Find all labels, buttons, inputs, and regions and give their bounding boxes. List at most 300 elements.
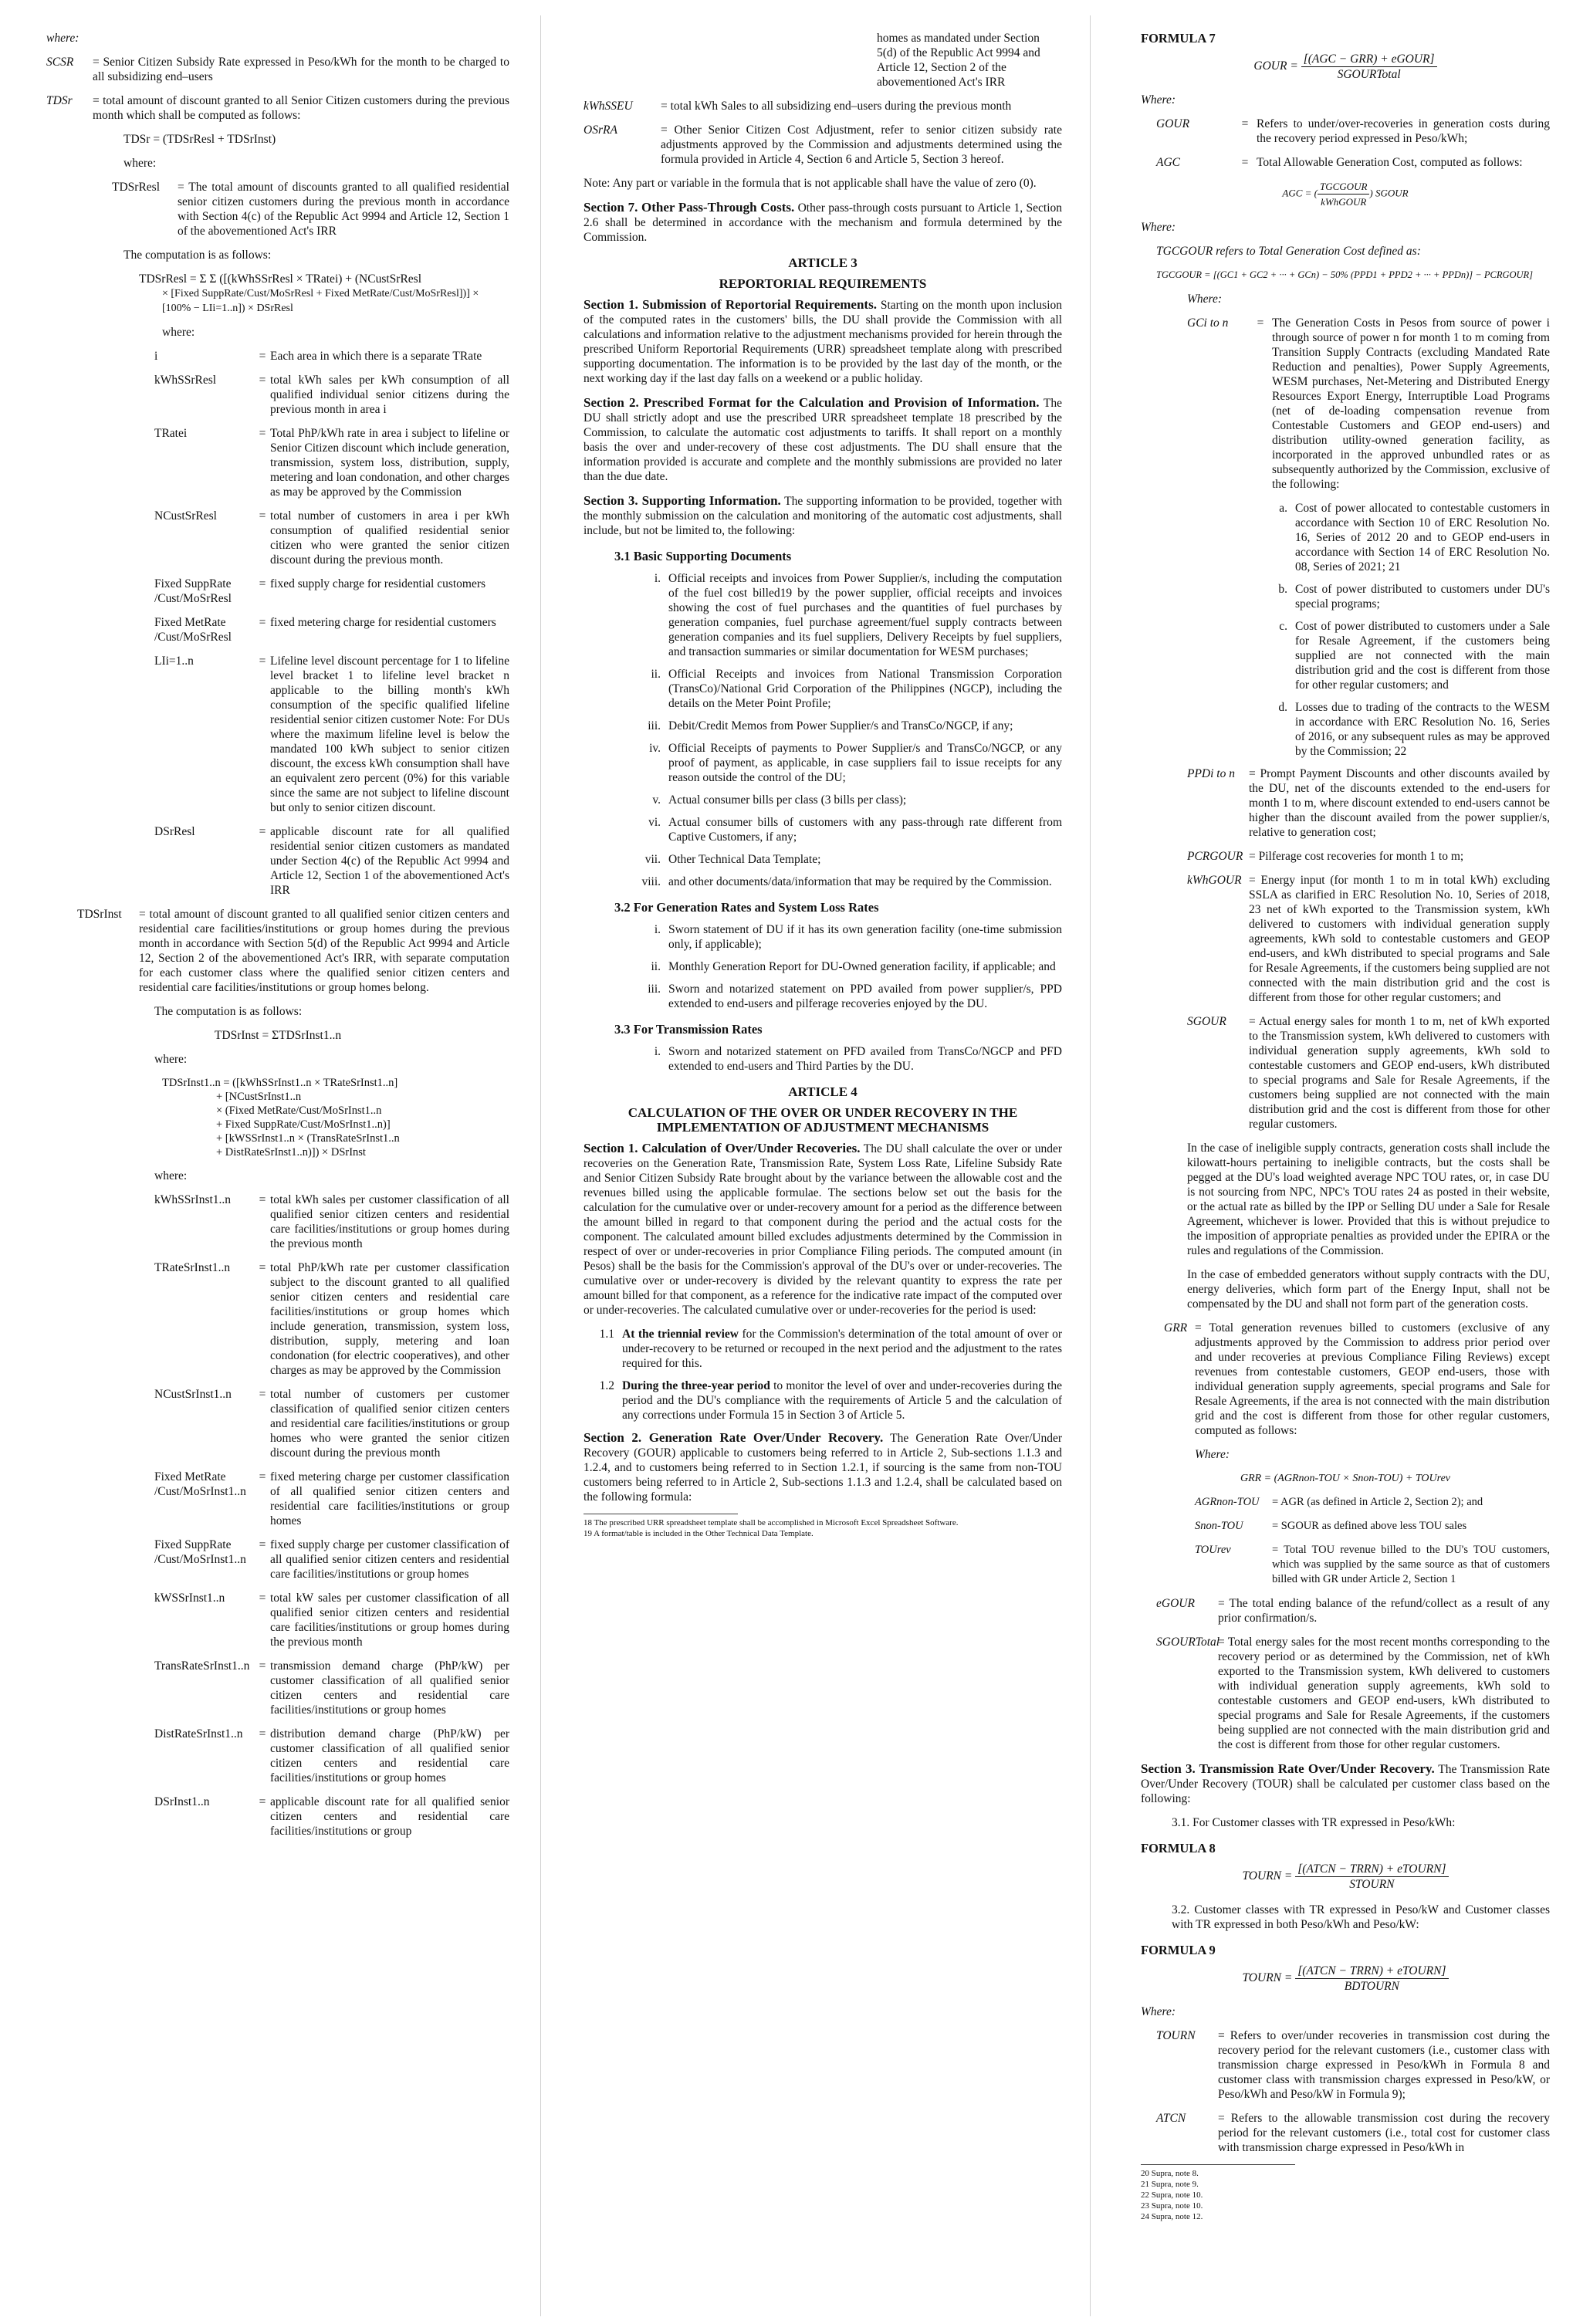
list-item [584, 1327, 1062, 1371]
definition-text: = total amount of discount granted to all Senior Citizen customers during the previous month which shall be computed as follows: [93, 94, 509, 122]
list-marker: d. [1278, 701, 1287, 714]
term: TOUrev [1195, 1544, 1231, 1556]
footnote-20: 20 Supra, note 8. [1141, 2169, 1199, 2178]
equals: = [259, 1538, 266, 1551]
term: TransRateSrInst1..n [154, 1659, 250, 1673]
list-item-body: Official Receipts of payments to Power Supplier/s and TransCo/NGCP, or any proof of payment, as applicable, in case suppliers fail to issue receipts for any reason outside the control of the DU; [668, 742, 1062, 784]
list-marker: vii. [644, 853, 661, 866]
definition-egour [1156, 1596, 1550, 1625]
formula-8 [1141, 1862, 1550, 1892]
list-item [1257, 582, 1550, 611]
term: NCustSrResl [154, 509, 217, 523]
list-item-body: Sworn statement of DU if it has its own generation facility (one-time submission only, if applicable); [668, 923, 1062, 951]
definition-item [154, 1795, 509, 1839]
numerator: TGCGOUR [1318, 179, 1369, 195]
list-marker: iii. [648, 719, 661, 732]
definition-item [154, 1387, 509, 1460]
definition-text: fixed metering charge per customer classification of all qualified senior citizen centers and residential care facilities/institutions or group homes [270, 1470, 509, 1527]
definition-text: total number of customers in area i per kWh consumption of qualified residential senior citizen who were granted the senior citizen discount during the previous month. [270, 509, 509, 567]
definition-text: = Total energy sales for the most recent months corresponding to the recovery period or as determined by the Commission, net of kWh exported to the Transmission system, kWh delivered to customers with individual generation supply agreements, kWh sold to contestable customers and GEOP end-users, kWh distributed to special programs and Sale for Resale Agreements, if the customers being supplied are not connected with the main distribution grid and the cost is different from those for other regular customers. [1218, 1636, 1550, 1751]
where-label: Where: [1187, 293, 1223, 306]
list-item-body: and other documents/data/information that may be required by the Commission. [668, 875, 1052, 888]
definition-gc [1187, 316, 1550, 492]
definition-text: Total PhP/kWh rate in area i subject to lifeline or Senior Citizen discount which include generation, transmission, system loss, distribution, supply, metering and loan condonation, and other charges as may be approved by the Commission [270, 427, 509, 499]
formula-line: + [NCustSrInst1..n [216, 1091, 302, 1103]
definition-text: total PhP/kWh rate per customer classification subject to the discount granted to all qualified senior citizen centers and residential care facilities/institutions or group homes which include generation, transmission, system loss, distribution, supply, metering and loan condonation (for electric cooperatives), and other charges as may be approved by the Commission [270, 1261, 509, 1377]
list-item-text [668, 741, 1062, 785]
list-item-text [668, 1044, 1062, 1074]
generation-documents-list [630, 922, 1062, 1011]
definition-text: The Generation Costs in Pesos from source of power i through source of power n for month 1 to m coming from Transition Supply Contracts (excluding Mandated Rate Reduction and penalties), Power Supply Agreements, WESM purchases, Net-Metering and Distributed Energy Resources Export Energy, Interruptible Load Programs (net of de-loading compensation revenue from Contestable Customers and GEOP end-users) and distribution utility-owned generation facility, as incorporated in the approved unbundled rates or as subsequently authorized by the Commission, exclusive of the following: [1272, 316, 1550, 491]
list-marker: vi. [648, 816, 661, 829]
definition-text: = Pilferage cost recoveries for month 1 to m; [1249, 850, 1464, 863]
term: GRR [1164, 1321, 1188, 1335]
list-item-body: Sworn and notarized statement on PPD availed from power supplier/s, PPD extended to end-users and pilferage recoveries enjoyed by the DU. [668, 983, 1062, 1010]
section-7 [584, 200, 1062, 245]
formula-heading: FORMULA 8 [1141, 1841, 1216, 1855]
column-divider [1090, 15, 1091, 2316]
term: SCSR [46, 56, 74, 69]
list-item [1257, 700, 1550, 759]
list-item-body: for the Commission's determination of the total amount of over or under-recovery to be returned or recouped in the next period and the adjustment to the rates required for this. [622, 1328, 1062, 1370]
definition-text: = Energy input (for month 1 to m in total kWh) excluding SSLA as clarified in ERC Resolution No. 10, Series of 2018, 23 net of kWh exported to the Transmission system, kWh delivered to customers with individual generation supply agreements, kWh sold to contestable customers and GEOP end-users, and kWh distributed to special programs and Sale for Resale Agreements, if the customers being supplied are not connected with the main distribution grid and the cost is different from those for other regular customers; and [1249, 874, 1550, 1004]
list-item-body: Debit/Credit Memos from Power Supplier/s and TransCo/NGCP, if any; [668, 719, 1013, 732]
definition-text: total kW sales per customer classification of all qualified senior citizen centers and residential care facilities/institutions or group homes during the previous month [270, 1592, 509, 1649]
computation-label: The computation is as follows: [123, 249, 272, 262]
usage-list [584, 1327, 1062, 1422]
definition-item [154, 1727, 509, 1785]
definition-item [154, 349, 509, 364]
definition-snon [1195, 1519, 1550, 1534]
term: eGOUR [1156, 1597, 1195, 1610]
denominator: STOURN [1349, 1878, 1395, 1891]
footnote-22: 22 Supra, note 10. [1141, 2190, 1203, 2200]
definition-text: applicable discount rate for all qualified residential senior citizen customers as mandated under Section 4(c) of the Republic Act 9994 and Article 12, Section 1 of the abovementioned Act's IRR [270, 825, 509, 897]
definition-ppd [1187, 766, 1550, 840]
equals: = [1241, 117, 1249, 130]
definition-grr [1164, 1321, 1550, 1438]
column-right [1141, 31, 1550, 2315]
equals: = [259, 350, 266, 363]
section-body: The DU shall calculate the over or under recoveries on the Generation Rate, Transmission Rate, System Loss Rate, Lifeline Subsidy Rate and Senior Citizen Subsidy Rate brought about by the variance between the allowable cost and the revenues billed using the applicable formulae. The sections below set out the basis for the calculation for the cumulative over or under-recovery amount for a period as the difference between the amount billed in regard to that component during the period and the actual costs for the component. The calculated amount billed excludes adjustments determined by the Commission in respect of over or under-recoveries in prior Compliance Filing periods. The computed amount (in Pesos) shall be the basis for the Commission's approval of the DU's over or under-recoveries. The cumulative over or under-recovery is divided by the relevant quantity to express the rate per amount billed for that component, as a reference for the indicative rate impact of the computed over or under-recoveries. The calculated cumulative over or under-recoveries for the period is used: [584, 1142, 1062, 1317]
section-title: Section 2. Generation Rate Over/Under Recovery. [584, 1430, 884, 1445]
numerator: [(ATCN − TRRN) + eTOURN] [1295, 1862, 1448, 1877]
subsection-heading: 3.2 For Generation Rates and System Loss Rates [614, 900, 879, 915]
list-item [630, 741, 1062, 785]
term: AGRnon-TOU [1195, 1496, 1260, 1508]
equals: = [259, 577, 266, 590]
equals: = [259, 1388, 266, 1401]
fraction [1295, 1964, 1448, 1994]
footnote-rule [1141, 2164, 1295, 2165]
definition-item [154, 1537, 509, 1581]
definition-text: fixed supply charge per customer classification of all qualified senior citizen centers and residential care facilities/institutions or group homes [270, 1538, 509, 1581]
definition-text: Each area in which there is a separate TRate [270, 350, 482, 363]
formula-tgc: TGCGOUR = [(GC1 + GC2 + ··· + GCn) − 50% (PPD1 + PPD2 + ··· + PPDn)] − PCRGOUR] [1156, 269, 1534, 280]
definition-text: Total Allowable Generation Cost, computed as follows: [1257, 156, 1523, 169]
definition-text: transmission demand charge (PhP/kW) per customer classification of all qualified senior citizen centers and residential care facilities/institutions or group homes [270, 1659, 509, 1717]
footnote-24: 24 Supra, note 12. [1141, 2212, 1203, 2221]
term: Fixed SuppRate /Cust/MoSrInst1..n [154, 1538, 246, 1566]
where-label: where: [154, 1053, 188, 1066]
equals: = [259, 1659, 266, 1673]
definition-item [154, 1260, 509, 1378]
list-item [630, 793, 1062, 807]
subsection-3-2: 3.2. Customer classes with TR expressed in Peso/kW and Customer classes with TR expressed in both Peso/kWh and Peso/kW: [1172, 1903, 1550, 1931]
definition-osrra [584, 123, 1062, 167]
list-marker: i. [654, 1045, 661, 1058]
term: ATCN [1156, 2112, 1186, 2125]
equals: = [259, 427, 266, 440]
definition-text: distribution demand charge (PhP/kW) per customer classification of all qualified senior citizen centers and residential care facilities/institutions or group homes [270, 1727, 509, 1784]
definitions-list [154, 349, 509, 898]
list-marker: c. [1279, 620, 1287, 633]
term: i [154, 350, 158, 363]
formula-tdsr: TDSr = (TDSrResl + TDSrInst) [123, 133, 276, 146]
term: PPDi to n [1187, 767, 1235, 780]
list-marker: v. [652, 793, 661, 807]
section-2 [584, 395, 1062, 484]
definition-kwh [1187, 873, 1550, 1005]
list-item-title: At the triennial review [622, 1328, 739, 1341]
numerator: [(AGC − GRR) + eGOUR] [1301, 52, 1437, 67]
definition-item [154, 373, 509, 417]
section-title: Section 1. Submission of Reportorial Requirements. [584, 297, 877, 312]
continued-text: homes as mandated under Section 5(d) of the Republic Act 9994 and Article 12, Section 2 of the abovementioned Act's IRR [877, 32, 1040, 89]
term: SGOUR [1187, 1015, 1226, 1028]
list-item-text [668, 922, 1062, 952]
definition-text: = Actual energy sales for month 1 to m, net of kWh exported to the Transmission system, kWh delivered to customers with individual generation supply agreements, kWh sold to contestable customers and GEOP end-users, kWh distributed to special programs and Sale for Resale Agreements, if the customers being supplied are not connected with the main distribution grid and the cost is different from those for other regular customers. [1249, 1015, 1550, 1131]
term: Snon-TOU [1195, 1520, 1243, 1532]
equals: = [1241, 156, 1249, 169]
section-title: Section 2. Prescribed Format for the Calculation and Provision of Information. [584, 395, 1040, 410]
list-item-text [668, 667, 1062, 711]
definition-text: Lifeline level discount percentage for 1 to lifeline level bracket 1 to lifeline level bracket n applicable to the billing month's kWh consumption of the specific qualified lifeline residential senior citizen customer Note: For DUs where the maximum lifeline level is below the mandated 100 kWh subject to senior citizen discount, the excess kWh consumption shall have an equivalent zero percent (0%) for this variable since the same are not subject to lifeline discount but only to senior citizen discount. [270, 655, 509, 814]
definition-tdsr [46, 93, 509, 123]
list-item [584, 1379, 1062, 1422]
term: NCustSrInst1..n [154, 1388, 232, 1401]
list-item-text [668, 719, 1062, 733]
footnote-19: 19 A format/table is included in the Other Technical Data Template. [584, 1529, 814, 1538]
definition-text: = The total ending balance of the refund/collect as a result of any prior confirmation/s. [1218, 1597, 1550, 1625]
term: TRateSrInst1..n [154, 1261, 231, 1274]
list-item-text [668, 793, 1062, 807]
list-marker: iii. [648, 983, 661, 996]
definition-sgour [1187, 1014, 1550, 1132]
list-item-text [668, 571, 1062, 659]
list-item-title: During the three-year period [622, 1379, 770, 1392]
computation-label: The computation is as follows: [154, 1005, 303, 1018]
term: Fixed MetRate /Cust/MoSrResl [154, 616, 232, 644]
definition-text: total number of customers per customer classification of qualified senior citizen centers and residential care facilities/institutions or group homes who were granted the senior citizen discount during the previous month [270, 1388, 509, 1460]
list-item [630, 1044, 1062, 1074]
formula-block [162, 1076, 509, 1159]
subsection-heading: 3.3 For Transmission Rates [614, 1022, 763, 1037]
definition-atcn [1156, 2111, 1550, 2155]
definition-item [154, 1470, 509, 1528]
article-title: CALCULATION OF THE OVER OR UNDER RECOVERY IN THE IMPLEMENTATION OF ADJUSTMENT MECHANISMS [628, 1105, 1018, 1135]
definition-text: fixed supply charge for residential customers [270, 577, 486, 590]
section-body: The DU shall strictly adopt and use the prescribed URR spreadsheet template 18 prescribed by the Commission, to calculate the automatic cost adjustments to tariffs. It shall report on a monthly basis the over and under-recovery of these cost adjustments. The DU shall ensure that the information provided is accurate and complete and the monthly submissions are provided no later than the due date. [584, 397, 1062, 483]
definition-text: = AGR (as defined in Article 2, Section 2); and [1272, 1496, 1483, 1508]
fraction [1318, 179, 1369, 209]
denominator: SGOURTotal [1337, 68, 1401, 81]
term: kWSSrInst1..n [154, 1592, 225, 1605]
list-item-text [622, 1379, 1062, 1422]
numerator: [(ATCN − TRRN) + eTOURN] [1295, 1964, 1448, 1979]
list-item-body: Actual consumer bills of customers with any pass-through rate different from Captive Customers, if any; [668, 816, 1062, 844]
list-item [630, 815, 1062, 844]
formula-line: × (Fixed MetRate/Cust/MoSrInst1..n [216, 1104, 382, 1117]
paragraph-embedded: In the case of embedded generators without supply contracts with the DU, energy deliveries, which form part of the Energy Input, shall not be compensated by the DU and shall not form part of the generation costs. [1187, 1268, 1550, 1311]
list-item-text [668, 982, 1062, 1011]
article-title: REPORTORIAL REQUIREMENTS [719, 276, 927, 291]
term: TDSr [46, 94, 73, 107]
section-1 [584, 1141, 1062, 1318]
section-title: Section 1. Calculation of Over/Under Recoveries. [584, 1141, 861, 1155]
list-item-body: Monthly Generation Report for DU-Owned generation facility, if applicable; and [668, 960, 1056, 973]
section-3 [1141, 1761, 1550, 1806]
where-label: where: [46, 32, 79, 45]
list-marker: iv. [649, 742, 661, 755]
list-item [630, 719, 1062, 733]
list-item-text [1295, 700, 1550, 759]
column-middle [584, 31, 1062, 2315]
list-item [630, 874, 1062, 889]
subsection-heading: 3.1 Basic Supporting Documents [614, 549, 792, 563]
list-item-body: Losses due to trading of the contracts to the WESM in accordance with ERC Resolution No. 16, Series of 2016, or any subsequent rules as may be approved by the Commission; 22 [1295, 701, 1550, 758]
definition-text: = total amount of discount granted to all qualified senior citizen centers and residential care facilities/institutions or group homes during the previous month in accordance with Section 5(d) of the Republic Act 9994 and Article 12, Section 2 of the abovementioned Act's IRR, with separate computation for each customer class where the qualified senior citizen centers and residential care facilities/institutions or group homes belong. [139, 908, 509, 994]
equals: = [259, 1592, 266, 1605]
definition-text: total kWh sales per kWh consumption of all qualified individual senior citizens during the previous month in area i [270, 374, 509, 416]
list-item-text [622, 1327, 1062, 1371]
equals: = [259, 655, 266, 668]
section-title: Section 3. Transmission Rate Over/Under Recovery. [1141, 1761, 1435, 1776]
section-title: Section 7. Other Pass-Through Costs. [584, 200, 795, 215]
equals: = [259, 1795, 266, 1808]
list-marker: 1.1 [599, 1328, 614, 1341]
equals: = [1257, 316, 1264, 330]
list-item-body: Cost of power distributed to customers under DU's special programs; [1295, 583, 1550, 611]
list-item [1257, 501, 1550, 574]
list-item-body: Sworn and notarized statement on PFD availed from TransCo/NGCP and PFD extended to end-users and Third Parties by the DU. [668, 1045, 1062, 1073]
list-marker: i. [654, 923, 661, 936]
list-item [630, 667, 1062, 711]
term: DistRateSrInst1..n [154, 1727, 243, 1740]
list-item-body: to monitor the level of over and under-recoveries during the period and the DU's compliance with the requirements of Article 5 and the calculation of any corrections under Formula 15 in Section 3 of Article 5. [622, 1379, 1062, 1422]
supporting-documents-list [630, 571, 1062, 889]
formula-lhs: TOURN = [1242, 1971, 1293, 1985]
list-item-text [668, 959, 1062, 974]
equals: = [259, 374, 266, 387]
where-label: Where: [1195, 1448, 1230, 1461]
list-marker: viii. [641, 875, 661, 888]
section-body: The Generation Rate Over/Under Recovery (GOUR) applicable to customers being referred to in Article 2, Sub-sections 1.1.3 and 1.2.4, and to customers being referred to in Section 1.2.1, if sourcing is the same from non-TOU customers being referred to in Article 2, Sub-sections 1.1.3 and 1.2.4, shall be calculated based on the following formula: [584, 1432, 1062, 1504]
formula-grr: GRR = (AGRnon-TOU × Snon-TOU) + TOUrev [1240, 1473, 1451, 1484]
definition-scsr [46, 55, 509, 84]
definition-tourn [1156, 2028, 1550, 2102]
list-item-text [668, 874, 1062, 889]
footnote-21: 21 Supra, note 9. [1141, 2180, 1199, 2189]
list-item-body: Official Receipts and invoices from National Transmission Corporation (TransCo)/National Grid Corporation of the Philippines (NGCP), including the details on the Meter Point Profile; [668, 668, 1062, 710]
term: DSrResl [154, 825, 195, 838]
list-item-body: Cost of power distributed to customers under a Sale for Resale Agreement, if the customers being supplied are not connected with the main distribution grid and the cost is different from those for other regular customers; and [1295, 620, 1550, 692]
definition-text: fixed metering charge for residential customers [270, 616, 496, 629]
footnote-23: 23 Supra, note 10. [1141, 2201, 1203, 2211]
definition-item [154, 426, 509, 499]
list-item-body: Official receipts and invoices from Power Supplier/s, including the computation of the fuel cost billed19 by the power supplier, official receipts and invoices showing the cost of fuel purchases and the quantities of fuel purchases by generation companies, fuel purchase agreement/fuel supply contracts between generation companies and its fuel suppliers, Delivery Receipts by fuel suppliers, and transaction summaries or similar documentation for WESM purchases; [668, 572, 1062, 658]
list-item [630, 922, 1062, 952]
formula-heading: FORMULA 7 [1141, 31, 1216, 46]
list-item [1257, 619, 1550, 692]
definition-kwhs [584, 99, 1062, 113]
list-marker: a. [1279, 502, 1287, 515]
definition-text: = SGOUR as defined above less TOU sales [1272, 1520, 1467, 1532]
where-label: where: [123, 157, 157, 170]
definition-text: = Prompt Payment Discounts and other discounts availed by the DU, net of the discounts extended to the end-users for month 1 to m, where discount extended to end-users cannot be higher than the discount availed from the power supplier/s, relative to generation cost; [1249, 767, 1550, 839]
where-label: where: [162, 326, 195, 339]
subsection-3-1: 3.1. For Customer classes with TR expressed in Peso/kWh: [1172, 1816, 1456, 1829]
where-label: Where: [1141, 221, 1176, 234]
definition-text: = Refers to over/under recoveries in transmission cost during the recovery period for the relevant customers (i.e., customer class with transmission charge expressed in Peso/kWh in Formula 8 and customer class with transmission charges expressed in Peso/kW, or Peso/kWh and Peso/kW in Formula 9); [1218, 2029, 1550, 2101]
definition-tdsrresl [112, 180, 509, 238]
formula-agc: AGC = ( $\frac{\text{TGCGOUR}}{\text{kWhGOUR}}$ ) SGOUR [1282, 181, 1409, 208]
formula-lhs: AGC = [1282, 187, 1312, 199]
definition-item [154, 509, 509, 567]
section-2 [584, 1430, 1062, 1504]
definitions-list [154, 1192, 509, 1839]
term: AGC [1156, 156, 1180, 169]
formula-line: + [kWSSrInst1..n × (TransRateSrInst1..n [216, 1132, 400, 1145]
definition-sgour-total [1156, 1635, 1550, 1752]
definition-item [154, 824, 509, 898]
list-item-text [1295, 501, 1550, 574]
list-marker: 1.2 [599, 1379, 614, 1392]
list-marker: b. [1278, 583, 1287, 596]
definition-item [154, 577, 509, 606]
definition-item [154, 654, 509, 815]
article-heading: ARTICLE 3 [788, 255, 858, 270]
definition-text: = total kWh Sales to all subsidizing end–users during the previous month [661, 100, 1012, 113]
denominator: kWhGOUR [1321, 196, 1367, 208]
term: TDSrInst [77, 908, 122, 921]
equals: = [259, 1470, 266, 1483]
definition-item [154, 1659, 509, 1717]
denominator: BDTOURN [1344, 1980, 1399, 1993]
term: Fixed MetRate /Cust/MoSrInst1..n [154, 1470, 246, 1498]
list-item [630, 982, 1062, 1011]
definition-text: Refers to under/over-recoveries in generation costs during the recovery period expressed in Peso/kWh; [1257, 117, 1550, 145]
list-marker: i. [654, 572, 661, 585]
term: kWhSSrResl [154, 374, 217, 387]
formula-line: TDSrInst = ΣTDSrInst1..n [214, 1029, 342, 1042]
article-heading: ARTICLE 4 [788, 1084, 858, 1099]
formula-lhs: GOUR = [1253, 59, 1298, 73]
section-title: Section 3. Supporting Information. [584, 493, 781, 508]
term: kWhSSEU [584, 100, 633, 113]
equals: = [259, 509, 266, 523]
definition-gour [1156, 117, 1550, 146]
formula-line: × [Fixed SuppRate/Cust/MoSrResl + Fixed MetRate/Cust/MoSrResl])] × [100% − LIi=1..n]) × DSrResl [162, 288, 479, 314]
term: kWhSSrInst1..n [154, 1193, 232, 1206]
list-item [630, 852, 1062, 867]
definition-text: total kWh sales per customer classification of all qualified senior citizen centers and residential care facilities/institutions or group homes during the previous month [270, 1193, 509, 1250]
note-text: Note: Any part or variable in the formula that is not applicable shall have the value of zero (0). [584, 177, 1037, 190]
equals: = [259, 1261, 266, 1274]
term: OSrRA [584, 123, 617, 137]
formula-line: TDSrResl = Σ Σ ([(kWhSSrResl × TRatei) + (NCustSrResl [139, 272, 422, 286]
term: TRatei [154, 427, 188, 440]
section-3 [584, 493, 1062, 538]
term: DSrInst1..n [154, 1795, 210, 1808]
term: TDSrResl [112, 181, 160, 194]
section-body: Other pass-through costs pursuant to Article 1, Section 2.6 shall be determined in accordance with the mechanism and formula determined by the Commission. [584, 201, 1062, 244]
equals: = [259, 1193, 266, 1206]
footnote-18: 18 The prescribed URR spreadsheet template shall be accomplished in Microsoft Excel Spreadsheet Software. [584, 1518, 959, 1527]
list-marker: ii. [651, 668, 661, 681]
list-marker: ii. [651, 960, 661, 973]
equals: = [259, 616, 266, 629]
transmission-documents-list [630, 1044, 1062, 1074]
list-item-text [668, 852, 1062, 867]
term: GCi to n [1187, 316, 1229, 330]
definition-text: = Other Senior Citizen Cost Adjustment, refer to senior citizen subsidy rate adjustments approved by the Commission and adjustments determined using the formula provided in Article 4, Section 6 and Article 5, Section 3 hereof. [661, 123, 1062, 166]
where-label: Where: [1141, 2005, 1176, 2018]
definition-item [154, 1192, 509, 1251]
list-item-text [1295, 582, 1550, 611]
formula-tail: SGOUR [1375, 187, 1409, 199]
term: PCRGOUR [1187, 850, 1243, 863]
section-body: Starting on the month upon inclusion of the computed rates in the customers' bills, the DU shall provide the Commission with all calculations and information relative to the adjustment mechanisms provided for herein through the prescribed Uniform Reportorial Requirements (URR) spreadsheet template along with prescribed supporting documentation. The information is to be provided by the last day of the month, or the next working day if the last day falls on a weekend or a public holiday. [584, 299, 1062, 385]
list-item-body: Actual consumer bills per class (3 bills per class); [668, 793, 907, 807]
term: LIi=1..n [154, 655, 194, 668]
paragraph-ineligible: In the case of ineligible supply contracts, generation costs shall include the kilowatt-hours pertaining to ineligible contracts, but the costs shall be pegged at the DU's load weighted average NPC TOU rates, or, in case DU is not sourcing from NPC, NPC's TOU rates 24 as posted in their website, or the actual rate as billed by the IPP or Selling DU under a Sale for Resale Agreement, whichever is lower. Provided that this is without prejudice to the imposition of appropriate penalties as provided under the EPIRA or the rules and regulations of the Commission. [1187, 1142, 1550, 1257]
equals: = [259, 1727, 266, 1740]
term: kWhGOUR [1187, 874, 1242, 887]
formula-line: TDSrInst1..n = ([kWhSSrInst1..n × TRateSrInst1..n] [162, 1077, 398, 1089]
definition-text: = Senior Citizen Subsidy Rate expressed in Peso/kWh for the month to be charged to all subsidizing end–users [93, 56, 509, 83]
equals: = [259, 825, 266, 838]
definition-text: = Refers to the allowable transmission cost during the recovery period for the relevant customers (i.e., total cost for customer class with transmission charge expressed in Peso/kWh in [1218, 2112, 1550, 2154]
definition-text: = Total TOU revenue billed to the DU's TOU customers, which was supplied by the same source as that of customers billed with GR under Article 2, Section 1 [1272, 1544, 1550, 1585]
term: GOUR [1156, 117, 1190, 130]
column-divider [540, 15, 541, 2316]
definition-pcr [1187, 849, 1550, 864]
definition-item [154, 1591, 509, 1649]
section-body: The Transmission Rate Over/Under Recovery (TOUR) shall be calculated per customer class based on the following: [1141, 1763, 1550, 1805]
exclusions-list [1257, 501, 1550, 759]
term: TOURN [1156, 2029, 1196, 2042]
where-label: Where: [1141, 93, 1176, 107]
formula-line: + DistRateSrInst1..n)]) × DSrInst [216, 1146, 366, 1159]
fraction [1301, 52, 1437, 82]
list-item-body: Other Technical Data Template; [668, 853, 821, 866]
definition-item [154, 615, 509, 644]
list-item [630, 571, 1062, 659]
where-label: where: [154, 1169, 188, 1182]
definition-text: = The total amount of discounts granted to all qualified residential senior citizen customers during the previous month in accordance with Section 4(c) of the Republic Act 9994 and Article 12, Section 1 of the abovementioned Act's IRR [178, 181, 509, 238]
list-item [630, 959, 1062, 974]
definition-tourev [1195, 1543, 1550, 1587]
term: SGOURTotal [1156, 1636, 1220, 1649]
definition-agc [1156, 155, 1550, 170]
column-left [46, 31, 509, 2315]
list-item-text [668, 815, 1062, 844]
definition-tdsrinst [77, 907, 509, 995]
section-1 [584, 297, 1062, 386]
formula-lhs: TOURN = [1242, 1869, 1293, 1883]
definition-agr [1195, 1495, 1550, 1510]
